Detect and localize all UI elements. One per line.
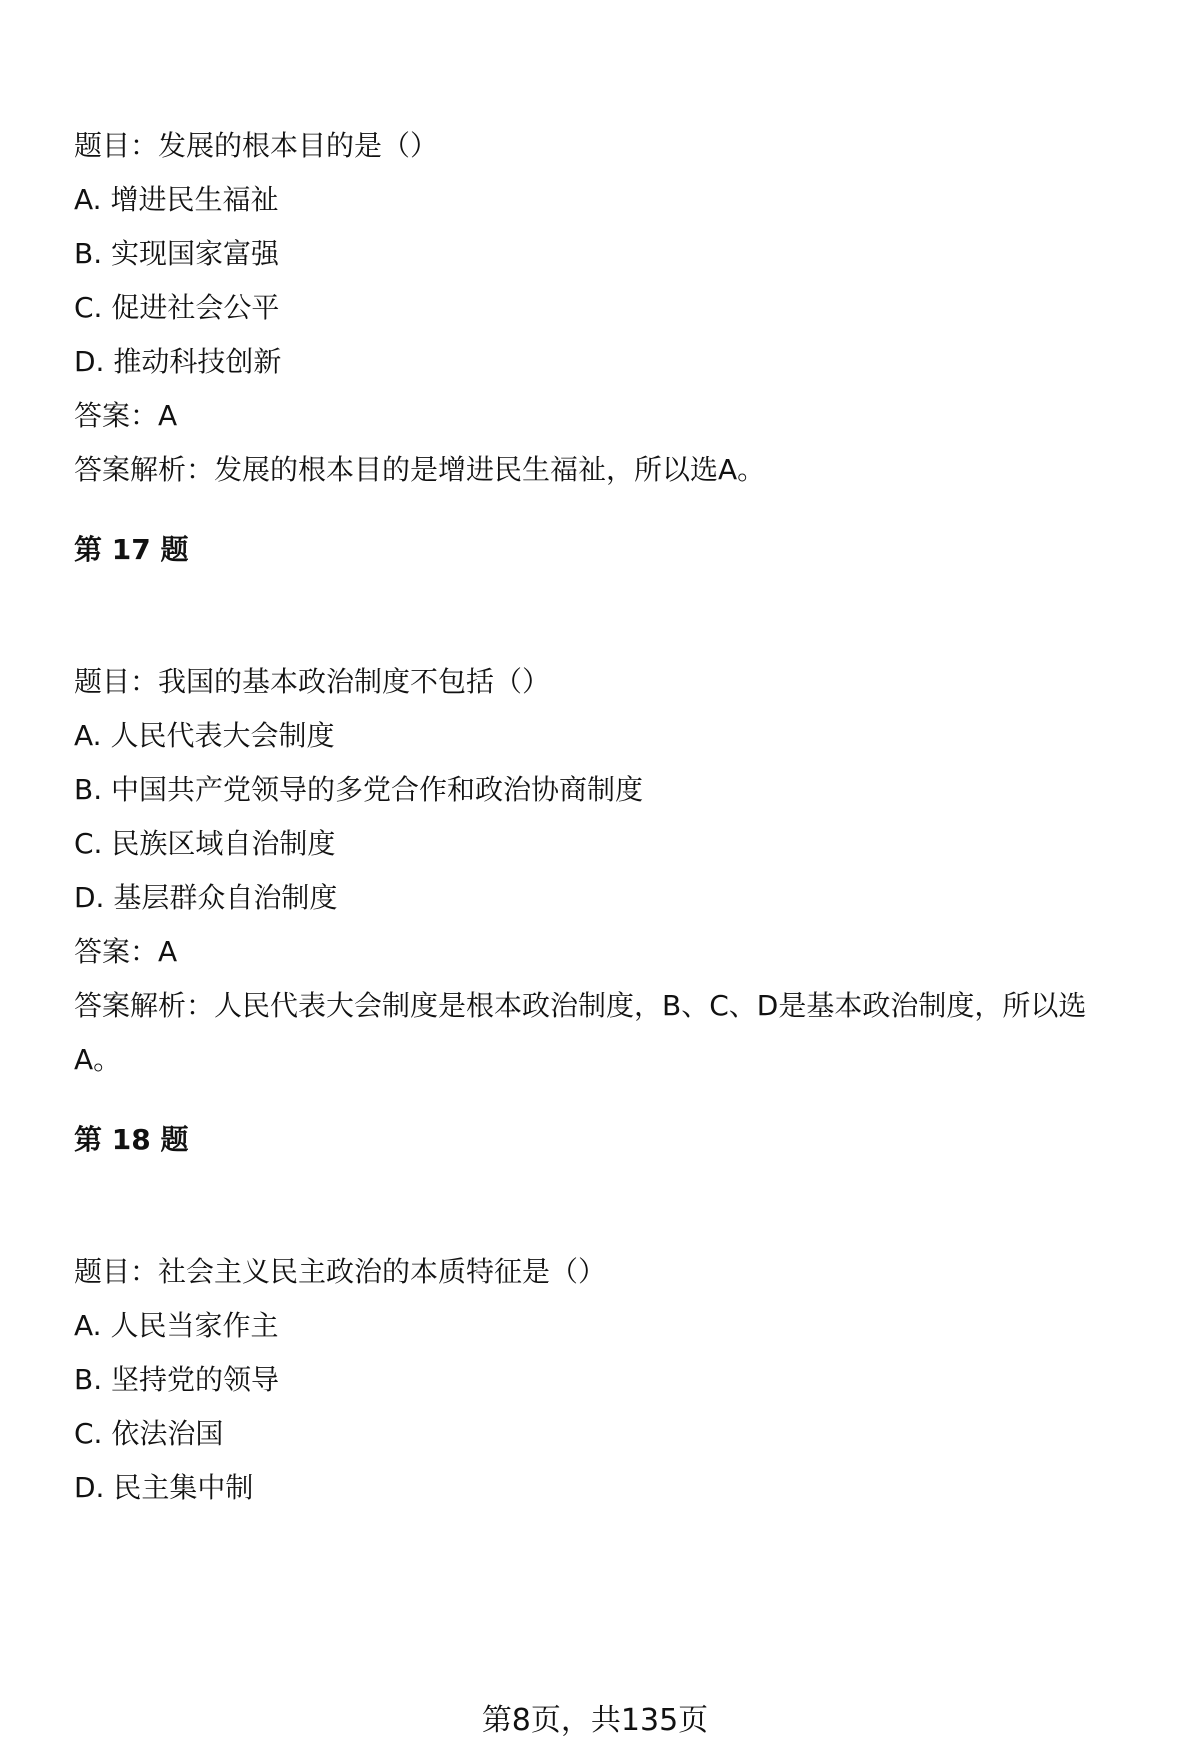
answer: 答案：A [74,399,178,432]
question-text: 题目：社会主义民主政治的本质特征是（） [74,1255,607,1288]
option-b: B. 实现国家富强 [74,237,280,270]
page-number: 第8页，共135页 [481,1703,709,1738]
option-c: C. 民族区域自治制度 [74,827,336,860]
question-heading: 第 17 题 [74,533,189,566]
option-a: A. 人民当家作主 [74,1309,279,1342]
option-b: B. 坚持党的领导 [74,1363,280,1396]
option-a: A. 人民代表大会制度 [74,719,335,752]
option-c: C. 依法治国 [74,1417,224,1450]
answer: 答案：A [74,935,178,968]
question-heading: 第 18 题 [74,1123,189,1156]
option-b: B. 中国共产党领导的多党合作和政治协商制度 [74,773,644,806]
question-text: 题目：发展的根本目的是（） [74,129,439,162]
option-d: D. 基层群众自治制度 [74,881,338,914]
option-c: C. 促进社会公平 [74,291,280,324]
question-text: 题目：我国的基本政治制度不包括（） [74,665,551,698]
answer-analysis: 答案解析：发展的根本目的是增进民生福祉，所以选A。 [74,453,766,486]
option-a: A. 增进民生福祉 [74,183,279,216]
option-d: D. 民主集中制 [74,1471,254,1504]
answer-analysis-line1: 答案解析：人民代表大会制度是根本政治制度，B、C、D是基本政治制度，所以选 [74,989,1087,1022]
answer-analysis-line2: A。 [74,1043,122,1076]
option-d: D. 推动科技创新 [74,345,282,378]
